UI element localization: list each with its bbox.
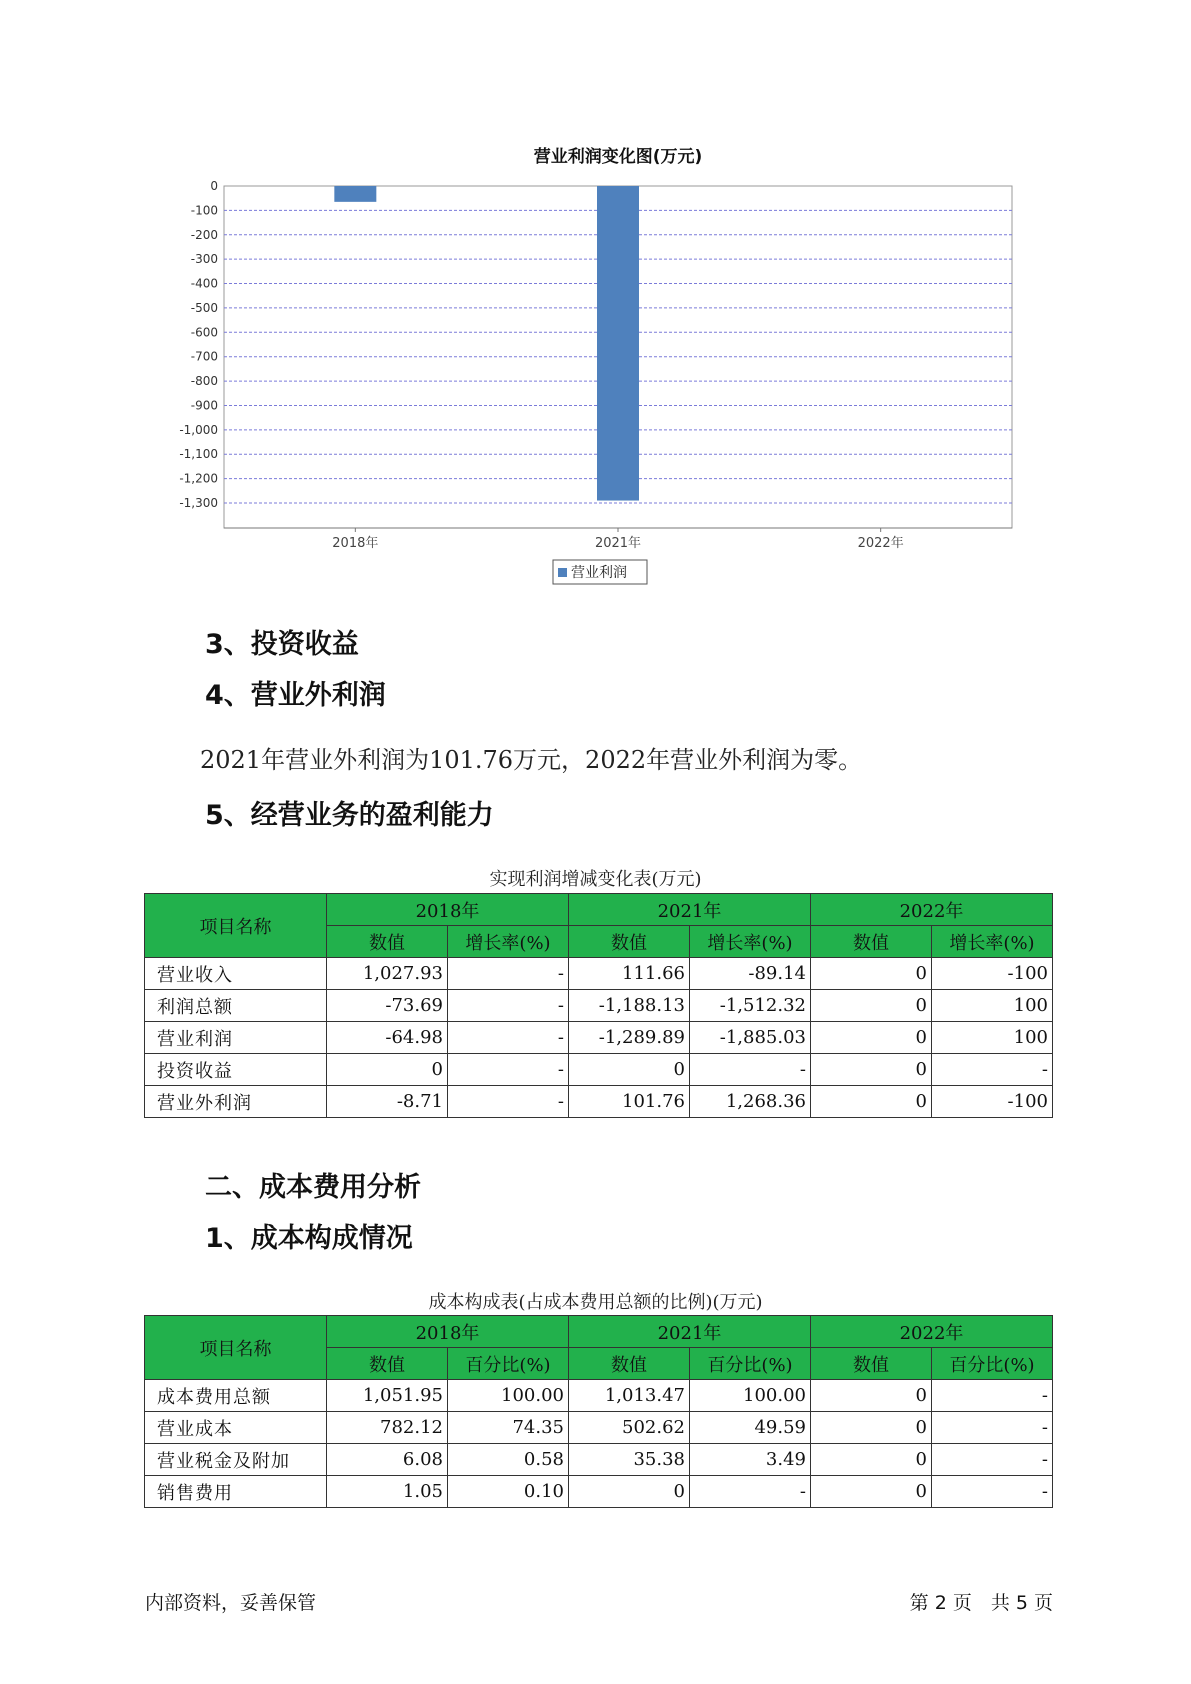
- operating-profit-chart: [0, 0, 1191, 600]
- table-row: [145, 1412, 1053, 1444]
- row-label: 利润总额: [145, 990, 327, 1022]
- table1-sub-header: 增长率(%): [690, 926, 811, 958]
- y-tick-label: 0: [210, 179, 218, 193]
- table-cell: 0: [327, 1054, 448, 1086]
- table-cell: 3.49: [690, 1444, 811, 1476]
- table-row: [145, 1476, 1053, 1508]
- table-cell: 0.58: [448, 1444, 569, 1476]
- table-cell: -: [448, 1054, 569, 1086]
- table-cell: 1,013.47: [569, 1380, 690, 1412]
- table-cell: 35.38: [569, 1444, 690, 1476]
- heading-cost-analysis: 二、成本费用分析: [205, 1172, 421, 1203]
- table-cell: 100: [932, 990, 1053, 1022]
- row-label: 营业税金及附加: [145, 1444, 327, 1476]
- table-row: [145, 1444, 1053, 1476]
- table-cell: 1,051.95: [327, 1380, 448, 1412]
- y-tick-label: -600: [190, 325, 218, 340]
- table-cell: 0: [811, 1444, 932, 1476]
- table1-item-header: 项目名称: [145, 894, 327, 958]
- y-tick-label: -800: [190, 374, 218, 389]
- table-cell: 0: [569, 1476, 690, 1508]
- table-cell: 0: [811, 1022, 932, 1054]
- table-cell: 100.00: [448, 1380, 569, 1412]
- table2-sub-header: 数值: [569, 1348, 690, 1380]
- table2-sub-header: 百分比(%): [448, 1348, 569, 1380]
- row-label: 营业收入: [145, 958, 327, 990]
- table1-sub-header: 数值: [811, 926, 932, 958]
- table2-year-header: 2022年: [811, 1316, 1053, 1348]
- table-row: [145, 958, 1053, 990]
- row-label: 销售费用: [145, 1476, 327, 1508]
- table1-sub-header: 数值: [569, 926, 690, 958]
- table-cell: -1,289.89: [569, 1022, 690, 1054]
- table-cell: -: [448, 1086, 569, 1118]
- footer-page-number: 第 2 页 共 5 页: [909, 1592, 1053, 1614]
- table-cell: -: [690, 1054, 811, 1086]
- table-cell: -: [932, 1444, 1053, 1476]
- table1-year-header: 2022年: [811, 894, 1053, 926]
- table1-sub-header: 增长率(%): [448, 926, 569, 958]
- table-row: [145, 1380, 1053, 1412]
- y-tick-label: -100: [190, 203, 218, 218]
- table-cell: 502.62: [569, 1412, 690, 1444]
- table-cell: -: [448, 958, 569, 990]
- table-cell: 49.59: [690, 1412, 811, 1444]
- table1-year-header: 2018年: [327, 894, 569, 926]
- heading-profitability: 5、经营业务的盈利能力: [205, 800, 494, 831]
- row-label: 营业利润: [145, 1022, 327, 1054]
- table1-sub-header: 增长率(%): [932, 926, 1053, 958]
- table-cell: 6.08: [327, 1444, 448, 1476]
- table-cell: 782.12: [327, 1412, 448, 1444]
- table-cell: 1,268.36: [690, 1086, 811, 1118]
- row-label: 成本费用总额: [145, 1380, 327, 1412]
- chart-title: 营业利润变化图(万元): [533, 147, 703, 167]
- y-tick-label: -300: [190, 252, 218, 267]
- table-cell: -1,512.32: [690, 990, 811, 1022]
- table-cell: -1,188.13: [569, 990, 690, 1022]
- table-cell: 111.66: [569, 958, 690, 990]
- table-cell: -1,885.03: [690, 1022, 811, 1054]
- cost-structure-table: [144, 1315, 1053, 1508]
- table2-caption: 成本构成表(占成本费用总额的比例)(万元): [428, 1292, 763, 1313]
- table1-sub-header: 数值: [327, 926, 448, 958]
- profit-change-table: [144, 893, 1053, 1118]
- table-cell: 101.76: [569, 1086, 690, 1118]
- table-cell: 0: [811, 1054, 932, 1086]
- y-tick-label: -700: [190, 349, 218, 364]
- table-cell: -100: [932, 958, 1053, 990]
- table-cell: -: [932, 1380, 1053, 1412]
- table-cell: 0: [811, 1476, 932, 1508]
- y-tick-label: -1,100: [179, 447, 218, 462]
- table-cell: -64.98: [327, 1022, 448, 1054]
- bar: [597, 186, 639, 501]
- y-tick-label: -500: [190, 300, 218, 315]
- heading-investment-income: 3、投资收益: [205, 629, 359, 660]
- table-cell: 100: [932, 1022, 1053, 1054]
- y-tick-label: -200: [190, 227, 218, 242]
- table-row: [145, 1054, 1053, 1086]
- row-label: 营业外利润: [145, 1086, 327, 1118]
- table2-year-header: 2018年: [327, 1316, 569, 1348]
- row-label: 营业成本: [145, 1412, 327, 1444]
- table2-sub-header: 数值: [327, 1348, 448, 1380]
- table-cell: 0: [811, 1380, 932, 1412]
- row-label: 投资收益: [145, 1054, 327, 1086]
- table-cell: 1,027.93: [327, 958, 448, 990]
- bar: [334, 186, 376, 202]
- table1-year-header: 2021年: [569, 894, 811, 926]
- table-row: [145, 1022, 1053, 1054]
- table-cell: 0: [811, 990, 932, 1022]
- table-cell: 0: [811, 1086, 932, 1118]
- x-tick-label: 2022年: [857, 536, 904, 551]
- table2-sub-header: 数值: [811, 1348, 932, 1380]
- table2-sub-header: 百分比(%): [690, 1348, 811, 1380]
- table-cell: 0: [811, 1412, 932, 1444]
- table-cell: -73.69: [327, 990, 448, 1022]
- table2-year-header: 2021年: [569, 1316, 811, 1348]
- table-cell: 1.05: [327, 1476, 448, 1508]
- table-cell: 0.10: [448, 1476, 569, 1508]
- table1-caption: 实现利润增减变化表(万元): [489, 869, 702, 890]
- table-row: [145, 1086, 1053, 1118]
- table-cell: -: [932, 1412, 1053, 1444]
- footer-confidential: 内部资料，妥善保管: [145, 1592, 317, 1614]
- y-tick-label: -1,200: [179, 471, 218, 486]
- table-cell: -: [448, 990, 569, 1022]
- table-cell: 0: [569, 1054, 690, 1086]
- heading-cost-structure: 1、成本构成情况: [205, 1223, 413, 1254]
- x-tick-label: 2018年: [332, 536, 379, 551]
- table-cell: -8.71: [327, 1086, 448, 1118]
- heading-non-operating-profit: 4、营业外利润: [205, 680, 386, 711]
- table-cell: 0: [811, 958, 932, 990]
- x-tick-label: 2021年: [594, 536, 642, 551]
- table-row: [145, 990, 1053, 1022]
- table2-item-header: 项目名称: [145, 1316, 327, 1380]
- table-cell: -: [448, 1022, 569, 1054]
- legend-swatch: [558, 568, 567, 577]
- table-cell: -89.14: [690, 958, 811, 990]
- legend-label: 营业利润: [571, 565, 627, 581]
- table2-sub-header: 百分比(%): [932, 1348, 1053, 1380]
- y-tick-label: -1,000: [179, 422, 218, 437]
- y-tick-label: -400: [190, 276, 218, 291]
- y-tick-label: -1,300: [179, 496, 218, 510]
- table-cell: -: [932, 1476, 1053, 1508]
- table-cell: -100: [932, 1086, 1053, 1118]
- table-cell: -: [690, 1476, 811, 1508]
- y-tick-label: -900: [190, 398, 218, 413]
- table-cell: -: [932, 1054, 1053, 1086]
- table-cell: 100.00: [690, 1380, 811, 1412]
- table-cell: 74.35: [448, 1412, 569, 1444]
- paragraph-non-operating-profit: 2021年营业外利润为101.76万元，2022年营业外利润为零。: [200, 746, 863, 774]
